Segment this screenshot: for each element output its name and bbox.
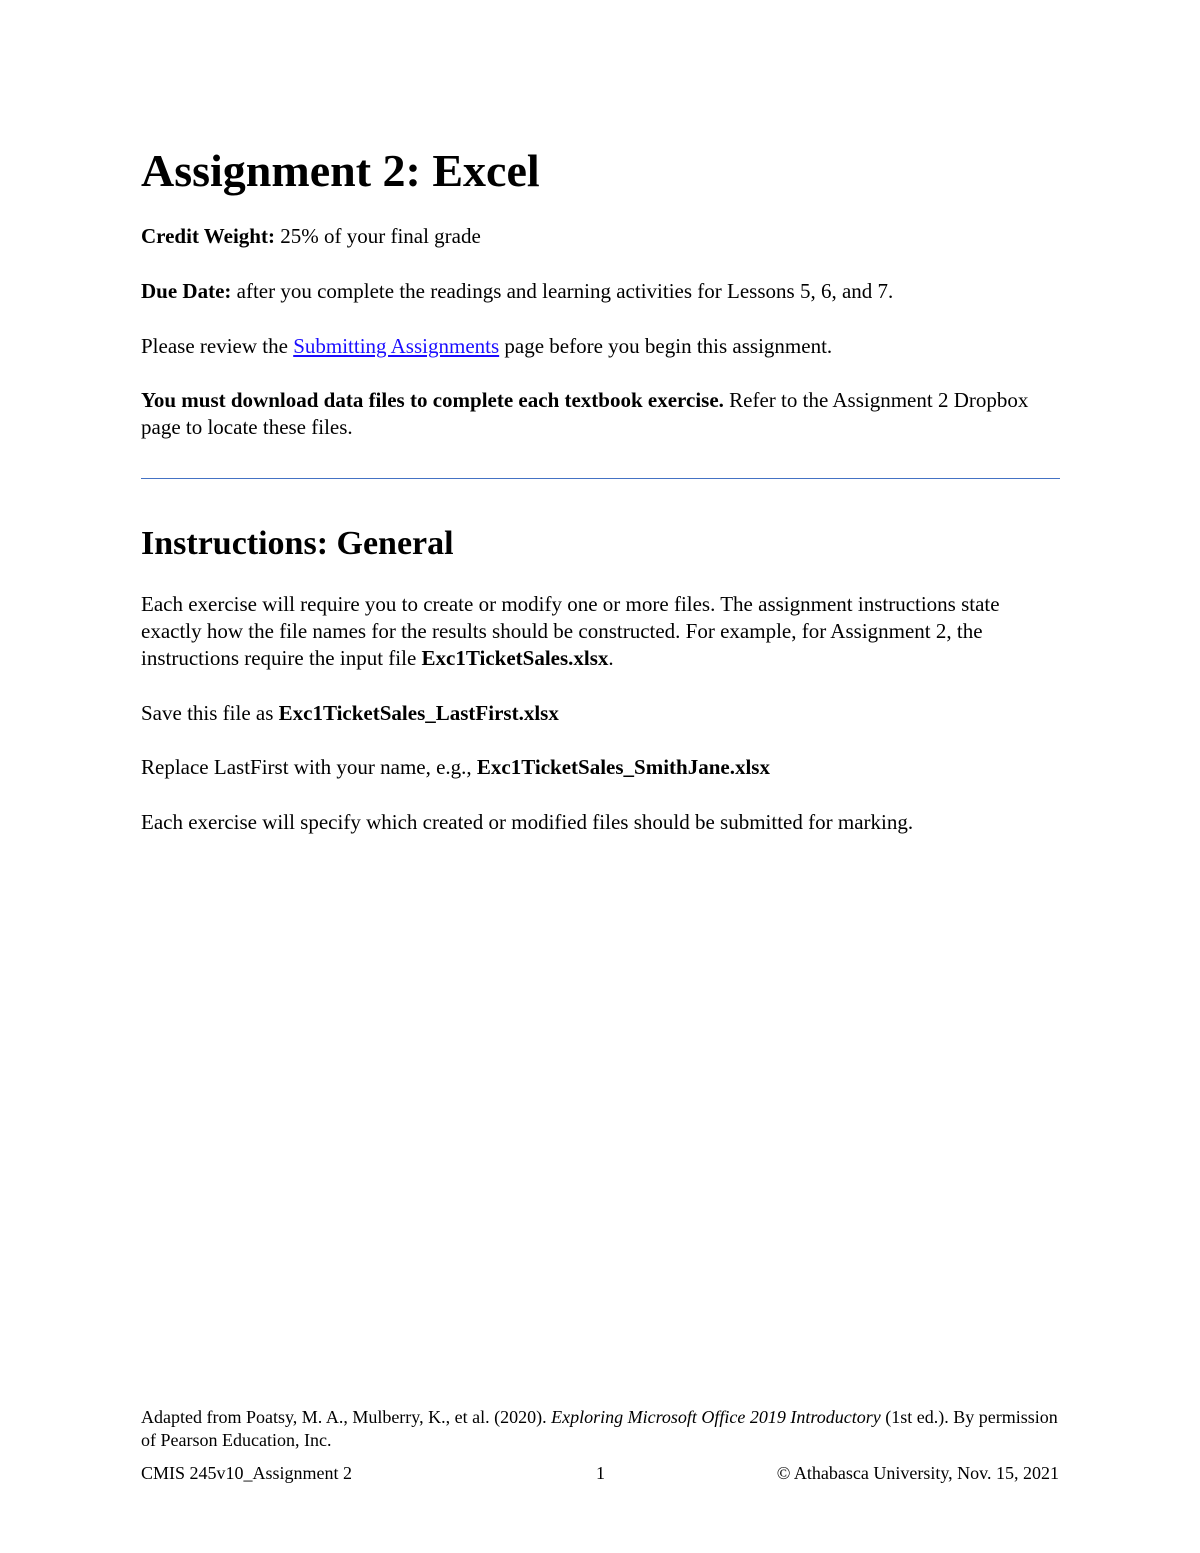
section-divider xyxy=(141,478,1060,479)
instructions-p1-end: . xyxy=(608,646,614,670)
review-text-after: page before you begin this assignment. xyxy=(499,334,833,358)
credit-weight-label: Credit Weight: xyxy=(141,224,275,248)
download-note xyxy=(141,387,1061,441)
due-date-label: Due Date: xyxy=(141,279,232,303)
footer-copyright: © Athabasca University, Nov. 15, 2021 xyxy=(776,1463,1059,1483)
due-date xyxy=(141,278,1061,305)
due-date-value: after you complete the readings and learning activities for Lessons 5, 6, and 7. xyxy=(231,279,894,303)
footnote-text-before: Adapted from Poatsy, M. A., Mulberry, K., et al. (2020). xyxy=(141,1407,552,1427)
document-page xyxy=(141,0,1061,1553)
instructions-p3-text: Replace LastFirst with your name, e.g., xyxy=(141,755,477,779)
instructions-paragraph-4: Each exercise will specify which created or modified files should be submitted for marking. xyxy=(141,810,914,834)
submitting-assignments-link[interactable]: Submitting Assignments xyxy=(293,334,500,358)
credit-weight-value: 25% of your final grade xyxy=(274,224,481,248)
instructions-p1-text: Each exercise will require you to create or modify one or more files. The assignment instructions state exactly how the file names for the results should be constructed. For example, for Assignment 2, the instructions require the input file xyxy=(141,592,1000,670)
download-note-bold: You must download data files to complete each textbook exercise. xyxy=(141,388,724,412)
footnote xyxy=(141,1406,1061,1452)
page-footer xyxy=(141,1461,1061,1485)
footnote-book-title: Exploring Microsoft Office 2019 Introductory xyxy=(551,1407,881,1427)
page-title: Assignment 2: Excel xyxy=(141,145,540,196)
footer-page-number: 1 xyxy=(596,1463,605,1483)
review-text-before: Please review the xyxy=(141,334,294,358)
instructions-p2-text: Save this file as xyxy=(141,701,279,725)
input-file-name: Exc1TicketSales.xlsx xyxy=(421,646,609,670)
review-paragraph xyxy=(141,333,1061,360)
footnote-text-after: (1st ed.). By permission of Pearson Education, Inc. xyxy=(141,1407,1058,1450)
example-file-name: Exc1TicketSales_SmithJane.xlsx xyxy=(476,755,770,779)
instructions-paragraph-3 xyxy=(141,754,1061,781)
credit-weight xyxy=(141,223,1061,250)
instructions-heading: Instructions: General xyxy=(141,525,454,562)
instructions-paragraph-1 xyxy=(141,591,1061,672)
save-file-name: Exc1TicketSales_LastFirst.xlsx xyxy=(278,701,559,725)
download-note-rest: Refer to the Assignment 2 Dropbox page to locate these files. xyxy=(141,388,1029,439)
instructions-paragraph-2 xyxy=(141,700,1061,727)
footer-course-code: CMIS 245v10_Assignment 2 xyxy=(141,1463,353,1483)
